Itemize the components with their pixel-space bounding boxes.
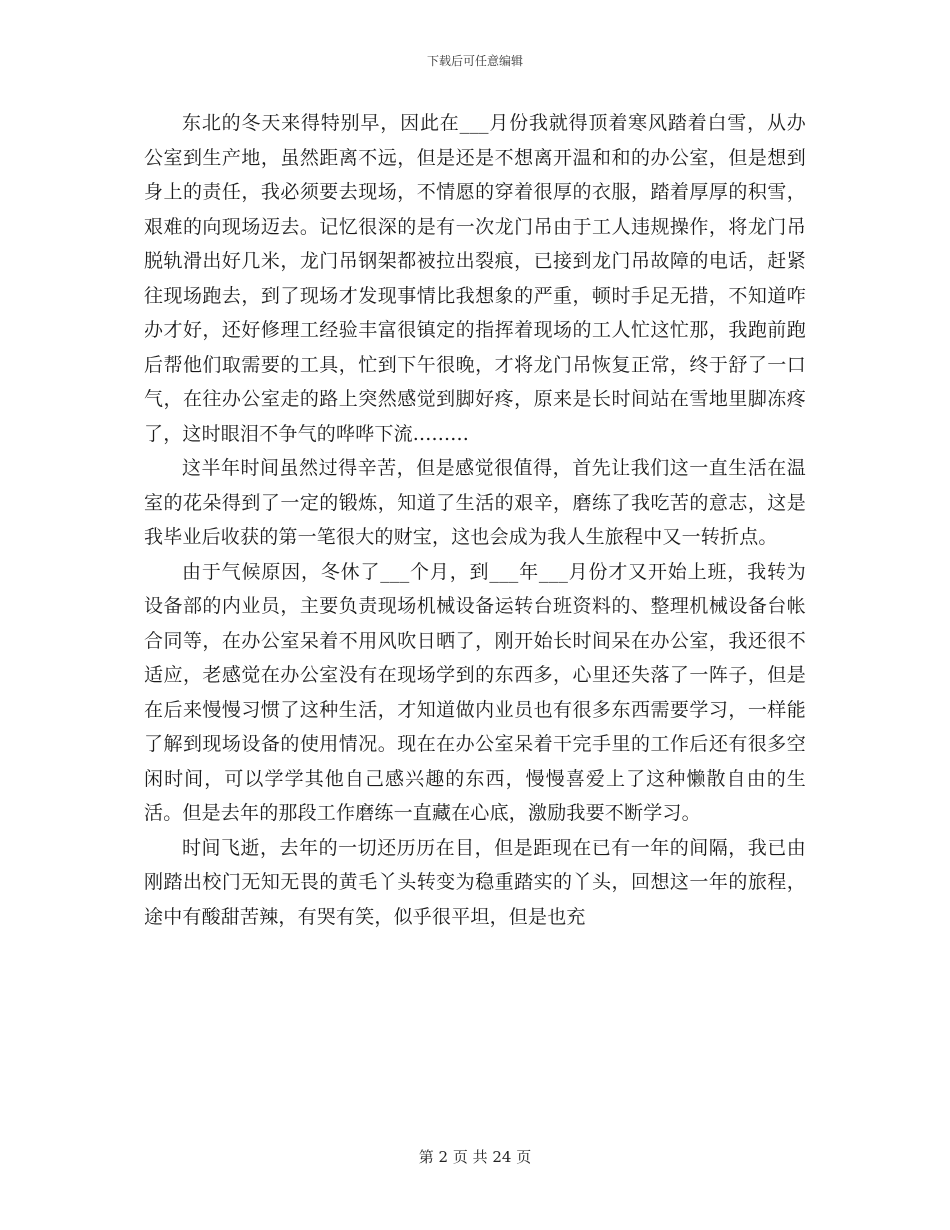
paragraph-2: 这半年时间虽然过得辛苦，但是感觉很值得，首先让我们这一直生活在温室的花朵得到了一定的锻炼，知道了生活的艰辛，磨练了我吃苦的意志，这是我毕业后收获的第一笔很大的财宝，这也会成为我人生旅程中又一转折点。 — [144, 457, 806, 548]
paragraph-1: 东北的冬天来得特别早，因此在___月份我就得顶着寒风踏着白雪，从办公室到生产地，虽然距离不远，但是还是不想离开温和和的办公室，但是想到身上的责任，我必须要去现场，不情愿的穿着很厚的衣服，踏着厚厚的积雪，艰难的向现场迈去。记忆很深的是有一次龙门吊由于工人违规操作，将龙门吊脱轨滑出好几米，龙门吊钢架都被拉出裂痕，已接到龙门吊故障的电话，赶紧往现场跑去，到了现场才发现事情比我想象的严重，顿时手足无措，不知道咋办才好，还好修理工经验丰富很镇定的指挥着现场的工人忙这忙那，我跑前跑后帮他们取需要的工具，忙到下午很晚，才将龙门吊恢复正常，终于舒了一口气，在往办公室走的路上突然感觉到脚好疼，原来是长时间站在雪地里脚冻疼了，这时眼泪不争气的哗哗下流......... — [144, 112, 806, 445]
paragraph-3: 由于气候原因，冬休了___个月，到___年___月份才又开始上班，我转为设备部的内业员，主要负责现场机械设备运转台班资料的、整理机械设备台帐合同等，在办公室呆着不用风吹日晒了，刚开始长时间呆在办公室，我还很不适应，老感觉在办公室没有在现场学到的东西多，心里还失落了一阵子，但是在后来慢慢习惯了这种生活，才知道做内业员也有很多东西需要学习，一样能了解到现场设备的使用情况。现在在办公室呆着干完手里的工作后还有很多空闲时间，可以学学其他自己感兴趣的东西，慢慢喜爱上了这种懒散自由的生活。但是去年的那段工作磨练一直藏在心底，激励我要不断学习。 — [144, 560, 806, 824]
page-header: 下载后可任意编辑 — [426, 54, 523, 68]
body-text — [144, 106, 806, 934]
paragraph-4: 时间飞逝，去年的一切还历历在目，但是距现在已有一年的间隔，我已由刚踏出校门无知无畏的黄毛丫头转变为稳重踏实的丫头，回想这一年的旅程，途中有酸甜苦辣，有哭有笑，似乎很平坦，但是也充 — [144, 836, 806, 928]
page-footer: 第 2 页 共 24 页 — [418, 1148, 532, 1166]
